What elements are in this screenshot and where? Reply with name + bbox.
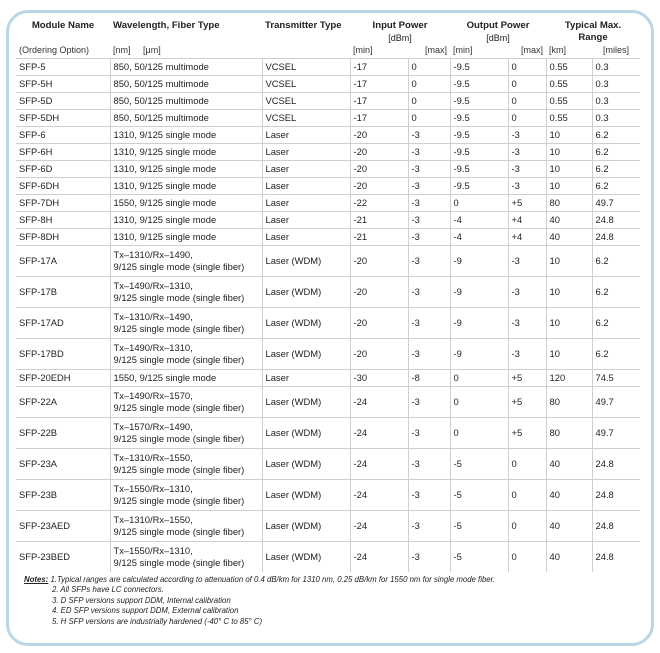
wavelength-cell [110,228,262,245]
wavelength-line: Tx–1550/Rx–1310, [113,544,193,556]
input-max-cell: -3 [408,479,450,510]
transmitter-cell: Laser [262,177,350,194]
input-max-cell: -3 [408,510,450,541]
input-max-cell: -8 [408,369,450,386]
header-range [546,20,640,44]
transmitter-cell: Laser (WDM) [262,276,350,307]
range-miles-cell: 6.2 [592,307,640,338]
output-min-cell: -9.5 [450,126,508,143]
output-max-cell: -3 [508,245,546,276]
range-miles-cell: 24.8 [592,541,640,572]
wavelength-line: 850, 50/125 multimode [113,111,209,123]
range-km-cell: 120 [546,369,592,386]
output-min-cell: -4 [450,228,508,245]
input-min-cell: -24 [350,510,408,541]
wavelength-line: Tx–1490/Rx–1310, [113,279,193,291]
input-max-cell: 0 [408,92,450,109]
module-cell: SFP-17B [16,276,110,307]
wavelength-line: 1310, 9/125 single mode [113,213,217,225]
range-miles-cell: 74.5 [592,369,640,386]
table-row [16,143,640,160]
output-max-cell: 0 [508,109,546,126]
module-cell: SFP-20EDH [16,369,110,386]
output-max-cell: -3 [508,177,546,194]
output-max-cell: -3 [508,307,546,338]
input-min-cell: -20 [350,126,408,143]
module-cell: SFP-22A [16,386,110,417]
input-min-cell: -17 [350,58,408,75]
header-units-wavelength [110,44,262,58]
note-item: 1.Typical ranges are calculated according to attenuation of 0.4 dB/km for 1310 nm, 0.25 dB/km for 1550 nm for single mode fiber. [50,575,496,584]
input-min-cell: -24 [350,417,408,448]
range-km-cell: 40 [546,479,592,510]
module-cell: SFP-23A [16,448,110,479]
wavelength-line: Tx–1310/Rx–1490, [113,310,193,322]
header-in-max: [max] [424,45,447,55]
transmitter-cell: Laser (WDM) [262,307,350,338]
notes-block [24,575,644,627]
header-input-unit: [dBm] [388,33,412,43]
range-miles-cell: 49.7 [592,194,640,211]
module-cell: SFP-23AED [16,510,110,541]
input-max-cell: -3 [408,338,450,369]
input-max-cell: 0 [408,75,450,92]
notes-label: Notes: [24,575,49,584]
module-cell: SFP-8H [16,211,110,228]
wavelength-line: 850, 50/125 multimode [113,94,209,106]
range-miles-cell: 0.3 [592,109,640,126]
range-km-cell: 10 [546,276,592,307]
transmitter-cell: Laser (WDM) [262,386,350,417]
header-input-power [350,20,450,44]
table-row [16,160,640,177]
fiber-type-line: 9/125 single mode (single fiber) [113,291,245,303]
range-km-cell: 40 [546,448,592,479]
wavelength-line: 1310, 9/125 single mode [113,162,217,174]
module-cell: SFP-5 [16,58,110,75]
range-miles-cell: 24.8 [592,510,640,541]
input-max-cell: -3 [408,448,450,479]
transmitter-cell: Laser [262,369,350,386]
table-row [16,109,640,126]
module-cell: SFP-17A [16,245,110,276]
range-km-cell: 10 [546,143,592,160]
header-unit-um: [μm] [143,45,161,55]
range-miles-cell: 49.7 [592,417,640,448]
module-cell: SFP-7DH [16,194,110,211]
input-max-cell: -3 [408,245,450,276]
output-min-cell: -9 [450,245,508,276]
header-unit-nm: [nm] [113,45,131,55]
module-cell: SFP-8DH [16,228,110,245]
wavelength-cell [110,109,262,126]
transmitter-cell: Laser (WDM) [262,448,350,479]
output-min-cell: 0 [450,386,508,417]
module-cell: SFP-22B [16,417,110,448]
header-row-main [16,20,640,44]
input-max-cell: -3 [408,541,450,572]
input-max-cell: -3 [408,276,450,307]
transmitter-cell: Laser [262,194,350,211]
module-cell: SFP-5DH [16,109,110,126]
module-cell: SFP-6D [16,160,110,177]
wavelength-cell [110,338,262,369]
input-max-cell: -3 [408,143,450,160]
range-km-cell: 0.55 [546,58,592,75]
table-row [16,228,640,245]
wavelength-line: 1550, 9/125 single mode [113,371,217,383]
output-max-cell: -3 [508,126,546,143]
transmitter-cell: Laser (WDM) [262,245,350,276]
header-range-line1: Typical Max. [564,20,622,31]
range-miles-cell: 0.3 [592,58,640,75]
input-max-cell: 0 [408,58,450,75]
output-min-cell: -4 [450,211,508,228]
fiber-type-line: 9/125 single mode (single fiber) [113,494,245,506]
table-row [16,417,640,448]
fiber-type-line: 9/125 single mode (single fiber) [113,432,245,444]
wavelength-line: Tx–1490/Rx–1570, [113,389,193,401]
wavelength-cell [110,448,262,479]
range-km-cell: 0.55 [546,75,592,92]
input-max-cell: -3 [408,160,450,177]
output-min-cell: -9.5 [450,109,508,126]
transmitter-cell: VCSEL [262,92,350,109]
table-row [16,126,640,143]
wavelength-cell [110,417,262,448]
transmitter-cell: VCSEL [262,75,350,92]
range-km-cell: 10 [546,126,592,143]
input-min-cell: -17 [350,109,408,126]
table-row [16,479,640,510]
output-min-cell: -5 [450,510,508,541]
header-out-max: [max] [521,45,544,55]
range-miles-cell: 24.8 [592,448,640,479]
transmitter-cell: Laser (WDM) [262,417,350,448]
wavelength-cell [110,245,262,276]
table-row [16,58,640,75]
range-km-cell: 10 [546,177,592,194]
range-km-cell: 40 [546,228,592,245]
wavelength-line: Tx–1550/Rx–1310, [113,482,193,494]
header-range-line2: Range [578,32,608,43]
transmitter-cell: VCSEL [262,58,350,75]
fiber-type-line: 9/125 single mode (single fiber) [113,556,245,568]
table-body [16,58,640,572]
wavelength-cell [110,194,262,211]
module-cell: SFP-6DH [16,177,110,194]
input-max-cell: -3 [408,126,450,143]
output-max-cell: +4 [508,211,546,228]
range-km-cell: 80 [546,194,592,211]
output-min-cell: -9 [450,307,508,338]
input-min-cell: -20 [350,276,408,307]
wavelength-line: 1310, 9/125 single mode [113,145,217,157]
note-line-2: 2. All SFPs have LC connectors. [52,585,164,595]
range-km-cell: 10 [546,245,592,276]
transmitter-cell: Laser [262,143,350,160]
output-min-cell: 0 [450,417,508,448]
input-max-cell: -3 [408,228,450,245]
table-row [16,510,640,541]
range-miles-cell: 24.8 [592,228,640,245]
transmitter-cell: VCSEL [262,109,350,126]
fiber-type-line: 9/125 single mode (single fiber) [113,322,245,334]
output-max-cell: +5 [508,194,546,211]
output-max-cell: -3 [508,143,546,160]
wavelength-cell [110,276,262,307]
input-max-cell: -3 [408,386,450,417]
header-transmitter: Transmitter Type [265,20,342,31]
transmitter-cell: Laser (WDM) [262,479,350,510]
wavelength-line: Tx–1310/Rx–1550, [113,451,193,463]
output-min-cell: 0 [450,369,508,386]
table-row [16,177,640,194]
output-max-cell: 0 [508,75,546,92]
header-units-transmitter [262,44,350,58]
table-row [16,245,640,276]
fiber-type-line: 9/125 single mode (single fiber) [113,353,245,365]
header-in-min: [min] [353,45,373,55]
fiber-type-line: 9/125 single mode (single fiber) [113,525,245,537]
range-miles-cell: 0.3 [592,75,640,92]
output-max-cell: +5 [508,417,546,448]
fiber-type-line: 9/125 single mode (single fiber) [113,463,245,475]
module-cell: SFP-6H [16,143,110,160]
header-wavelength: Wavelength, Fiber Type [113,20,220,31]
wavelength-line: 850, 50/125 multimode [113,77,209,89]
wavelength-cell [110,126,262,143]
header-km: [km] [549,45,567,55]
range-km-cell: 40 [546,211,592,228]
range-km-cell: 80 [546,386,592,417]
range-miles-cell: 6.2 [592,338,640,369]
range-miles-cell: 24.8 [592,211,640,228]
module-cell: SFP-17AD [16,307,110,338]
table-row [16,276,640,307]
note-line-1 [24,575,644,585]
input-min-cell: -20 [350,143,408,160]
wavelength-cell [110,510,262,541]
header-output-power [450,20,546,44]
output-min-cell: -5 [450,448,508,479]
wavelength-line: Tx–1310/Rx–1490, [113,248,193,260]
input-min-cell: -24 [350,541,408,572]
input-min-cell: -20 [350,245,408,276]
input-min-cell: -17 [350,92,408,109]
module-cell: SFP-17BD [16,338,110,369]
input-max-cell: -3 [408,177,450,194]
transmitter-cell: Laser [262,211,350,228]
input-min-cell: -24 [350,479,408,510]
table-row [16,448,640,479]
output-max-cell: 0 [508,541,546,572]
wavelength-line: 1310, 9/125 single mode [113,230,217,242]
range-km-cell: 10 [546,160,592,177]
transmitter-cell: Laser (WDM) [262,510,350,541]
table-row [16,541,640,572]
input-max-cell: 0 [408,109,450,126]
table-row [16,369,640,386]
wavelength-cell [110,92,262,109]
module-cell: SFP-23BED [16,541,110,572]
output-min-cell: -9.5 [450,143,508,160]
input-min-cell: -20 [350,307,408,338]
module-cell: SFP-5D [16,92,110,109]
wavelength-cell [110,541,262,572]
table-row [16,92,640,109]
output-min-cell: -9 [450,276,508,307]
module-cell: SFP-5H [16,75,110,92]
range-miles-cell: 0.3 [592,92,640,109]
output-min-cell: -9.5 [450,58,508,75]
wavelength-line: Tx–1490/Rx–1310, [113,341,193,353]
range-miles-cell: 6.2 [592,143,640,160]
transmitter-cell: Laser (WDM) [262,338,350,369]
wavelength-line: Tx–1570/Rx–1490, [113,420,193,432]
transmitter-cell: Laser (WDM) [262,541,350,572]
wavelength-line: 850, 50/125 multimode [113,60,209,72]
range-km-cell: 40 [546,541,592,572]
input-min-cell: -30 [350,369,408,386]
range-km-cell: 10 [546,338,592,369]
range-km-cell: 0.55 [546,92,592,109]
wavelength-cell [110,211,262,228]
output-max-cell: 0 [508,479,546,510]
wavelength-line: Tx–1310/Rx–1550, [113,513,193,525]
wavelength-cell [110,160,262,177]
table-row [16,194,640,211]
range-km-cell: 40 [546,510,592,541]
output-min-cell: -5 [450,541,508,572]
header-input-power-label: Input Power [372,20,428,31]
transmitter-cell: Laser [262,228,350,245]
output-max-cell: -3 [508,276,546,307]
wavelength-cell [110,386,262,417]
output-max-cell: +5 [508,386,546,417]
transmitter-cell: Laser [262,126,350,143]
output-min-cell: -9.5 [450,75,508,92]
range-miles-cell: 6.2 [592,245,640,276]
module-cell: SFP-23B [16,479,110,510]
wavelength-cell [110,479,262,510]
wavelength-cell [110,307,262,338]
note-line-3: 3. D SFP versions support DDM, Internal calibration [52,595,231,605]
wavelength-cell [110,143,262,160]
output-min-cell: 0 [450,194,508,211]
note-line-4: 4. ED SFP versions support DDM, External calibration [52,606,239,616]
wavelength-line: 1550, 9/125 single mode [113,196,217,208]
wavelength-cell [110,177,262,194]
table-row [16,211,640,228]
header-out-min: [min] [453,45,473,55]
input-min-cell: -21 [350,211,408,228]
header-module-name: Module Name [31,20,95,31]
output-max-cell: +4 [508,228,546,245]
range-miles-cell: 49.7 [592,386,640,417]
module-cell: SFP-6 [16,126,110,143]
input-max-cell: -3 [408,417,450,448]
output-min-cell: -9 [450,338,508,369]
fiber-type-line: 9/125 single mode (single fiber) [113,401,245,413]
range-miles-cell: 6.2 [592,160,640,177]
range-miles-cell: 6.2 [592,126,640,143]
range-miles-cell: 24.8 [592,479,640,510]
output-max-cell: 0 [508,510,546,541]
table-row [16,338,640,369]
table-row [16,386,640,417]
table-row [16,75,640,92]
note-line-5: 5. H SFP versions are industrially hardened (-40° C to 85° C) [52,616,263,626]
output-max-cell: +5 [508,369,546,386]
sfp-spec-table [16,20,640,572]
range-km-cell: 80 [546,417,592,448]
input-min-cell: -24 [350,386,408,417]
range-km-cell: 10 [546,307,592,338]
output-max-cell: 0 [508,92,546,109]
output-min-cell: -5 [450,479,508,510]
transmitter-cell: Laser [262,160,350,177]
wavelength-line: 1310, 9/125 single mode [113,128,217,140]
input-min-cell: -20 [350,177,408,194]
input-min-cell: -24 [350,448,408,479]
header-ordering-option: (Ordering Option) [19,45,90,55]
wavelength-line: 1310, 9/125 single mode [113,179,217,191]
wavelength-cell [110,369,262,386]
range-miles-cell: 6.2 [592,276,640,307]
header-output-power-label: Output Power [466,20,530,31]
table-row [16,307,640,338]
input-min-cell: -20 [350,160,408,177]
output-min-cell: -9.5 [450,92,508,109]
input-max-cell: -3 [408,211,450,228]
output-max-cell: -3 [508,160,546,177]
input-max-cell: -3 [408,307,450,338]
header-miles: [miles] [603,45,630,55]
range-miles-cell: 6.2 [592,177,640,194]
fiber-type-line: 9/125 single mode (single fiber) [113,260,245,272]
input-max-cell: -3 [408,194,450,211]
output-max-cell: 0 [508,448,546,479]
wavelength-cell [110,58,262,75]
header-row-units [16,44,640,58]
input-min-cell: -20 [350,338,408,369]
output-min-cell: -9.5 [450,177,508,194]
output-max-cell: -3 [508,338,546,369]
range-km-cell: 0.55 [546,109,592,126]
input-min-cell: -22 [350,194,408,211]
output-min-cell: -9.5 [450,160,508,177]
output-max-cell: 0 [508,58,546,75]
input-min-cell: -21 [350,228,408,245]
wavelength-cell [110,75,262,92]
input-min-cell: -17 [350,75,408,92]
header-output-unit: [dBm] [486,33,510,43]
